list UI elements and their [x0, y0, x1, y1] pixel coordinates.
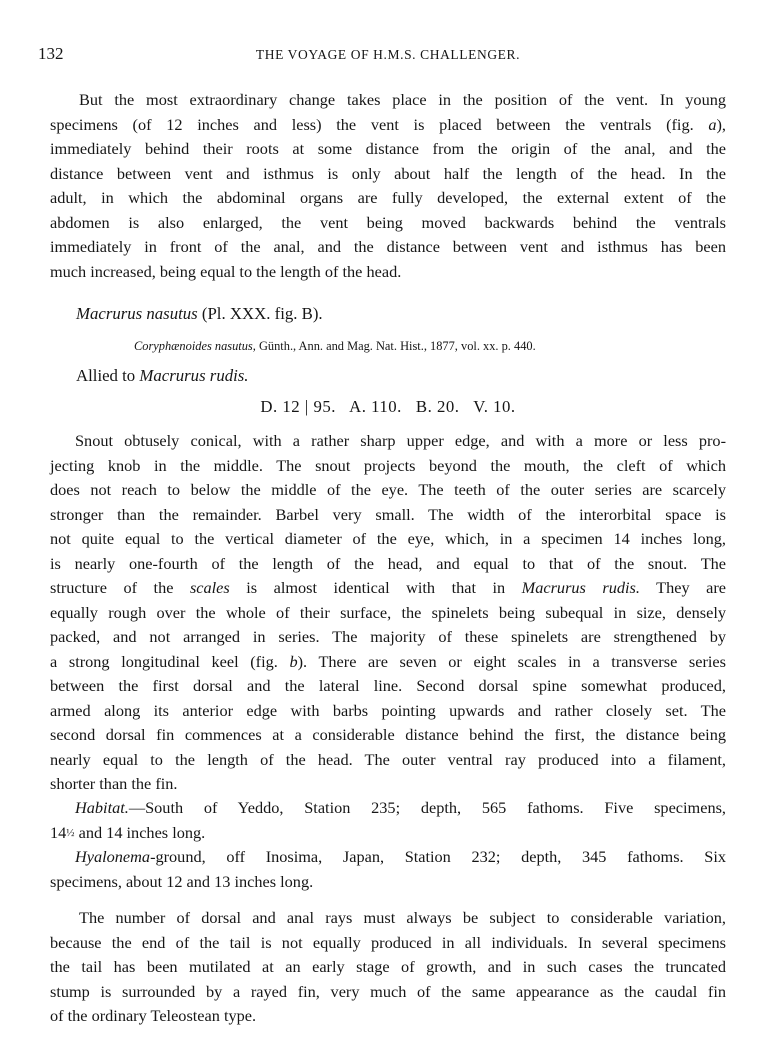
text-line: immediately behind their roots at some distance from the origin of the anal, and the: [50, 139, 726, 158]
text-line: specimens, about 12 and 13 inches long.: [50, 871, 314, 891]
text-line: The number of dorsal and anal rays must always be subject to considerable variation,: [79, 908, 726, 927]
plate-reference: (Pl. XXX. fig. B).: [201, 304, 323, 323]
text-line: specimens (of 12 inches and less) the vent is placed between the ventrals (fig. a),: [50, 114, 726, 134]
text-line: [50, 845, 726, 870]
text-line: does not reach to below the middle of the eye. The teeth of the outer series are scarcely: [50, 480, 726, 499]
synonym-name: Coryphænoides nasutus,: [134, 339, 256, 353]
paragraph-variation: [50, 906, 726, 1029]
text-line: much increased, being equal to the length of the head.: [50, 261, 402, 281]
text-line: stronger than the remainder. Barbel very small. The width of the interorbital space is: [50, 504, 726, 524]
text-line: distance between vent and isthmus is only about half the length of the head. In the: [50, 163, 726, 183]
length-text: and 14 inches long.: [78, 822, 206, 842]
text-line: stump is surrounded by a rayed fin, very much of the same appearance as the caudal fin: [50, 981, 726, 1001]
hyalonema-text: -ground, off Inosima, Japan, Station 232; depth, 345 fathoms. Six: [150, 847, 726, 866]
page-number: 132: [38, 44, 64, 63]
length-fraction: ½: [66, 826, 75, 839]
fin-ray-formula: D. 12 | 95. A. 110. B. 20. V. 10.: [260, 397, 516, 416]
text-line: [50, 796, 726, 821]
text-line: is nearly one-fourth of the length of the head, and equal to that of the snout. The: [50, 553, 726, 573]
text-line: But the most extraordinary change takes place in the position of the vent. In young: [79, 90, 726, 109]
synonym-citation: [134, 339, 536, 354]
paragraph-description: [50, 429, 726, 797]
text-line: the tail has been mutilated at an early stage of growth, and in such cases the truncated: [50, 957, 726, 976]
paragraph-vent-change: [50, 88, 726, 284]
text-line: abdomen is also enlarged, the vent being moved backwards behind the ventrals: [50, 212, 726, 232]
text-line: equally rough over the whole of their surface, the spinelets being subequal in size, densely: [50, 602, 726, 622]
text-line: [50, 821, 726, 846]
text-line: structure of the scales is almost identical with that in Macrurus rudis. They are: [50, 578, 727, 597]
habitat-text: —South of Yeddo, Station 235; depth, 565 fathoms. Five specimens,: [128, 798, 726, 817]
hyalonema-genus: Hyalonema: [75, 847, 151, 866]
length-number: 14: [50, 822, 67, 842]
text-line: immediately in front of the anal, and the distance between vent and isthmus has been: [50, 237, 726, 256]
text-line: armed along its anterior edge with barbs pointing upwards and rather closely set. The: [50, 700, 726, 720]
allied-to-line: [76, 366, 249, 386]
text-line: between the first dorsal and the lateral line. Second dorsal spine somewhat produced,: [50, 676, 726, 695]
habitat-paragraph: [50, 796, 726, 845]
text-line: second dorsal fin commences at a considerable distance behind the first, the distance being: [50, 725, 726, 744]
species-heading: [76, 304, 323, 324]
running-title: THE VOYAGE OF H.M.S. CHALLENGER.: [255, 47, 521, 62]
text-line: a strong longitudinal keel (fig. b). There are seven or eight scales in a transverse series: [50, 651, 726, 671]
text-line: jecting knob in the middle. The snout projects beyond the mouth, the cleft of which: [50, 455, 726, 475]
synonym-reference: Günth., Ann. and Mag. Nat. Hist., 1877, vol. xx. p. 440.: [258, 339, 536, 353]
text-line: Snout obtusely conical, with a rather sharp upper edge, and with a more or less pro-: [75, 431, 726, 450]
species-name: Macrurus nasutus: [76, 304, 198, 323]
text-line: shorter than the fin.: [50, 774, 178, 793]
text-line: not quite equal to the vertical diameter of the eye, which, in a specimen 14 inches long,: [50, 529, 726, 548]
hyalonema-paragraph: [50, 845, 726, 894]
text-line: nearly equal to the length of the head. The outer ventral ray produced into a filament,: [50, 749, 726, 769]
text-line: of the ordinary Teleostean type.: [50, 1006, 257, 1025]
allied-prefix: Allied to: [76, 366, 136, 385]
text-line: adult, in which the abdominal organs are fully developed, the external extent of the: [50, 188, 726, 207]
habitat-label: Habitat.: [75, 798, 129, 817]
text-line: because the end of the tail is not equally produced in all individuals. In several specimens: [50, 932, 726, 952]
allied-species: Macrurus rudis.: [139, 366, 249, 385]
text-line: packed, and not arranged in series. The majority of these spinelets are strengthened by: [50, 627, 726, 646]
